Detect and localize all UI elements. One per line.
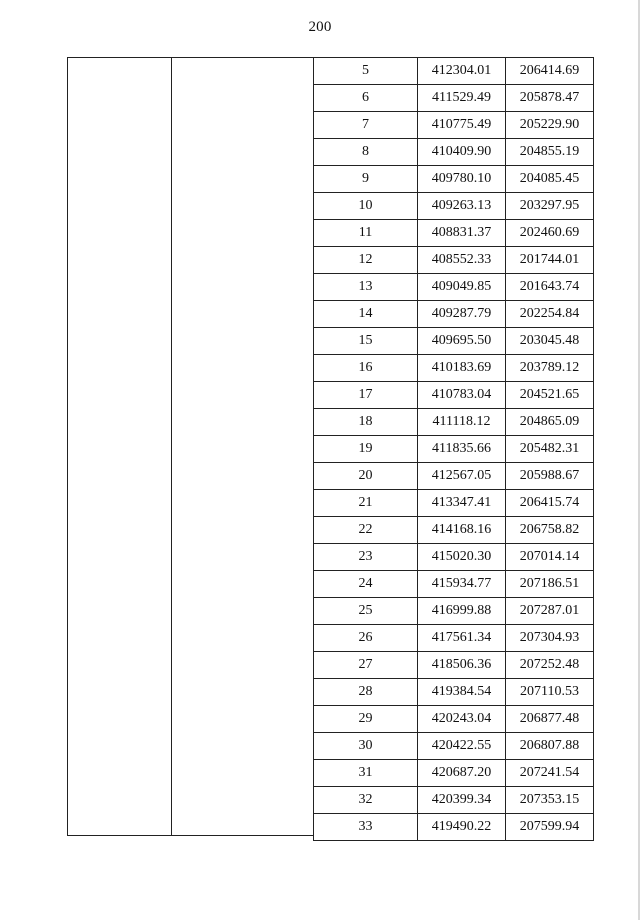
- point-number-cell: 12: [314, 247, 418, 274]
- point-number-cell: 6: [314, 85, 418, 112]
- x-coordinate-cell: 414168.16: [418, 517, 506, 544]
- table-row: [314, 706, 594, 733]
- x-coordinate-cell: 410183.69: [418, 355, 506, 382]
- y-coordinate-cell: 204521.65: [506, 382, 594, 409]
- table-row: [314, 517, 594, 544]
- point-number-cell: 7: [314, 112, 418, 139]
- table-row: [314, 247, 594, 274]
- y-coordinate-cell: 207186.51: [506, 571, 594, 598]
- table-row: [314, 58, 594, 85]
- y-coordinate-cell: 206877.48: [506, 706, 594, 733]
- point-number-cell: 28: [314, 679, 418, 706]
- table-row: [314, 112, 594, 139]
- x-coordinate-cell: 410783.04: [418, 382, 506, 409]
- x-coordinate-cell: 416999.88: [418, 598, 506, 625]
- table-row: [314, 382, 594, 409]
- y-coordinate-cell: 206758.82: [506, 517, 594, 544]
- table-row: [314, 139, 594, 166]
- y-coordinate-cell: 206415.74: [506, 490, 594, 517]
- empty-column-1: [67, 57, 171, 836]
- point-number-cell: 21: [314, 490, 418, 517]
- x-coordinate-cell: 409695.50: [418, 328, 506, 355]
- y-coordinate-cell: 202254.84: [506, 301, 594, 328]
- point-number-cell: 19: [314, 436, 418, 463]
- y-coordinate-cell: 207110.53: [506, 679, 594, 706]
- table-row: [314, 679, 594, 706]
- point-number-cell: 20: [314, 463, 418, 490]
- table-row: [314, 220, 594, 247]
- x-coordinate-cell: 408552.33: [418, 247, 506, 274]
- x-coordinate-cell: 409287.79: [418, 301, 506, 328]
- table-row: [314, 760, 594, 787]
- x-coordinate-cell: 420687.20: [418, 760, 506, 787]
- x-coordinate-cell: 408831.37: [418, 220, 506, 247]
- table-row: [314, 787, 594, 814]
- coordinates-grid: [313, 57, 594, 841]
- empty-column-2: [171, 57, 313, 836]
- point-number-cell: 32: [314, 787, 418, 814]
- table-row: [314, 193, 594, 220]
- point-number-cell: 5: [314, 58, 418, 85]
- x-coordinate-cell: 415934.77: [418, 571, 506, 598]
- x-coordinate-cell: 413347.41: [418, 490, 506, 517]
- point-number-cell: 11: [314, 220, 418, 247]
- y-coordinate-cell: 207353.15: [506, 787, 594, 814]
- x-coordinate-cell: 409049.85: [418, 274, 506, 301]
- table-row: [314, 544, 594, 571]
- y-coordinate-cell: 206414.69: [506, 58, 594, 85]
- table-row: [314, 166, 594, 193]
- y-coordinate-cell: 201744.01: [506, 247, 594, 274]
- y-coordinate-cell: 201643.74: [506, 274, 594, 301]
- point-number-cell: 30: [314, 733, 418, 760]
- table-row: [314, 652, 594, 679]
- y-coordinate-cell: 203297.95: [506, 193, 594, 220]
- table-row: [314, 355, 594, 382]
- x-coordinate-cell: 409780.10: [418, 166, 506, 193]
- x-coordinate-cell: 411529.49: [418, 85, 506, 112]
- x-coordinate-cell: 415020.30: [418, 544, 506, 571]
- y-coordinate-cell: 204865.09: [506, 409, 594, 436]
- table-row: [314, 814, 594, 841]
- y-coordinate-cell: 207304.93: [506, 625, 594, 652]
- point-number-cell: 26: [314, 625, 418, 652]
- point-number-cell: 10: [314, 193, 418, 220]
- point-number-cell: 24: [314, 571, 418, 598]
- x-coordinate-cell: 419490.22: [418, 814, 506, 841]
- point-number-cell: 31: [314, 760, 418, 787]
- y-coordinate-cell: 205229.90: [506, 112, 594, 139]
- table-row: [314, 733, 594, 760]
- x-coordinate-cell: 420399.34: [418, 787, 506, 814]
- y-coordinate-cell: 207599.94: [506, 814, 594, 841]
- table-row: [314, 301, 594, 328]
- point-number-cell: 17: [314, 382, 418, 409]
- x-coordinate-cell: 412304.01: [418, 58, 506, 85]
- x-coordinate-cell: 409263.13: [418, 193, 506, 220]
- point-number-cell: 33: [314, 814, 418, 841]
- y-coordinate-cell: 202460.69: [506, 220, 594, 247]
- y-coordinate-cell: 205482.31: [506, 436, 594, 463]
- table-row: [314, 598, 594, 625]
- table-row: [314, 85, 594, 112]
- table-row: [314, 436, 594, 463]
- point-number-cell: 27: [314, 652, 418, 679]
- point-number-cell: 13: [314, 274, 418, 301]
- x-coordinate-cell: 411118.12: [418, 409, 506, 436]
- coordinates-table: [67, 57, 593, 836]
- x-coordinate-cell: 410409.90: [418, 139, 506, 166]
- x-coordinate-cell: 411835.66: [418, 436, 506, 463]
- point-number-cell: 18: [314, 409, 418, 436]
- y-coordinate-cell: 203789.12: [506, 355, 594, 382]
- y-coordinate-cell: 204085.45: [506, 166, 594, 193]
- point-number-cell: 9: [314, 166, 418, 193]
- x-coordinate-cell: 417561.34: [418, 625, 506, 652]
- y-coordinate-cell: 205988.67: [506, 463, 594, 490]
- table-row: [314, 409, 594, 436]
- point-number-cell: 8: [314, 139, 418, 166]
- x-coordinate-cell: 410775.49: [418, 112, 506, 139]
- point-number-cell: 23: [314, 544, 418, 571]
- y-coordinate-cell: 203045.48: [506, 328, 594, 355]
- point-number-cell: 15: [314, 328, 418, 355]
- y-coordinate-cell: 205878.47: [506, 85, 594, 112]
- y-coordinate-cell: 207252.48: [506, 652, 594, 679]
- point-number-cell: 16: [314, 355, 418, 382]
- x-coordinate-cell: 420422.55: [418, 733, 506, 760]
- page-number: 200: [308, 19, 332, 35]
- x-coordinate-cell: 420243.04: [418, 706, 506, 733]
- table-row: [314, 463, 594, 490]
- x-coordinate-cell: 412567.05: [418, 463, 506, 490]
- point-number-cell: 22: [314, 517, 418, 544]
- coordinates-grid-body: [314, 58, 594, 841]
- y-coordinate-cell: 207241.54: [506, 760, 594, 787]
- x-coordinate-cell: 418506.36: [418, 652, 506, 679]
- point-number-cell: 14: [314, 301, 418, 328]
- table-row: [314, 625, 594, 652]
- y-coordinate-cell: 206807.88: [506, 733, 594, 760]
- point-number-cell: 29: [314, 706, 418, 733]
- y-coordinate-cell: 207287.01: [506, 598, 594, 625]
- y-coordinate-cell: 207014.14: [506, 544, 594, 571]
- x-coordinate-cell: 419384.54: [418, 679, 506, 706]
- table-row: [314, 328, 594, 355]
- point-number-cell: 25: [314, 598, 418, 625]
- table-row: [314, 490, 594, 517]
- table-row: [314, 571, 594, 598]
- y-coordinate-cell: 204855.19: [506, 139, 594, 166]
- table-row: [314, 274, 594, 301]
